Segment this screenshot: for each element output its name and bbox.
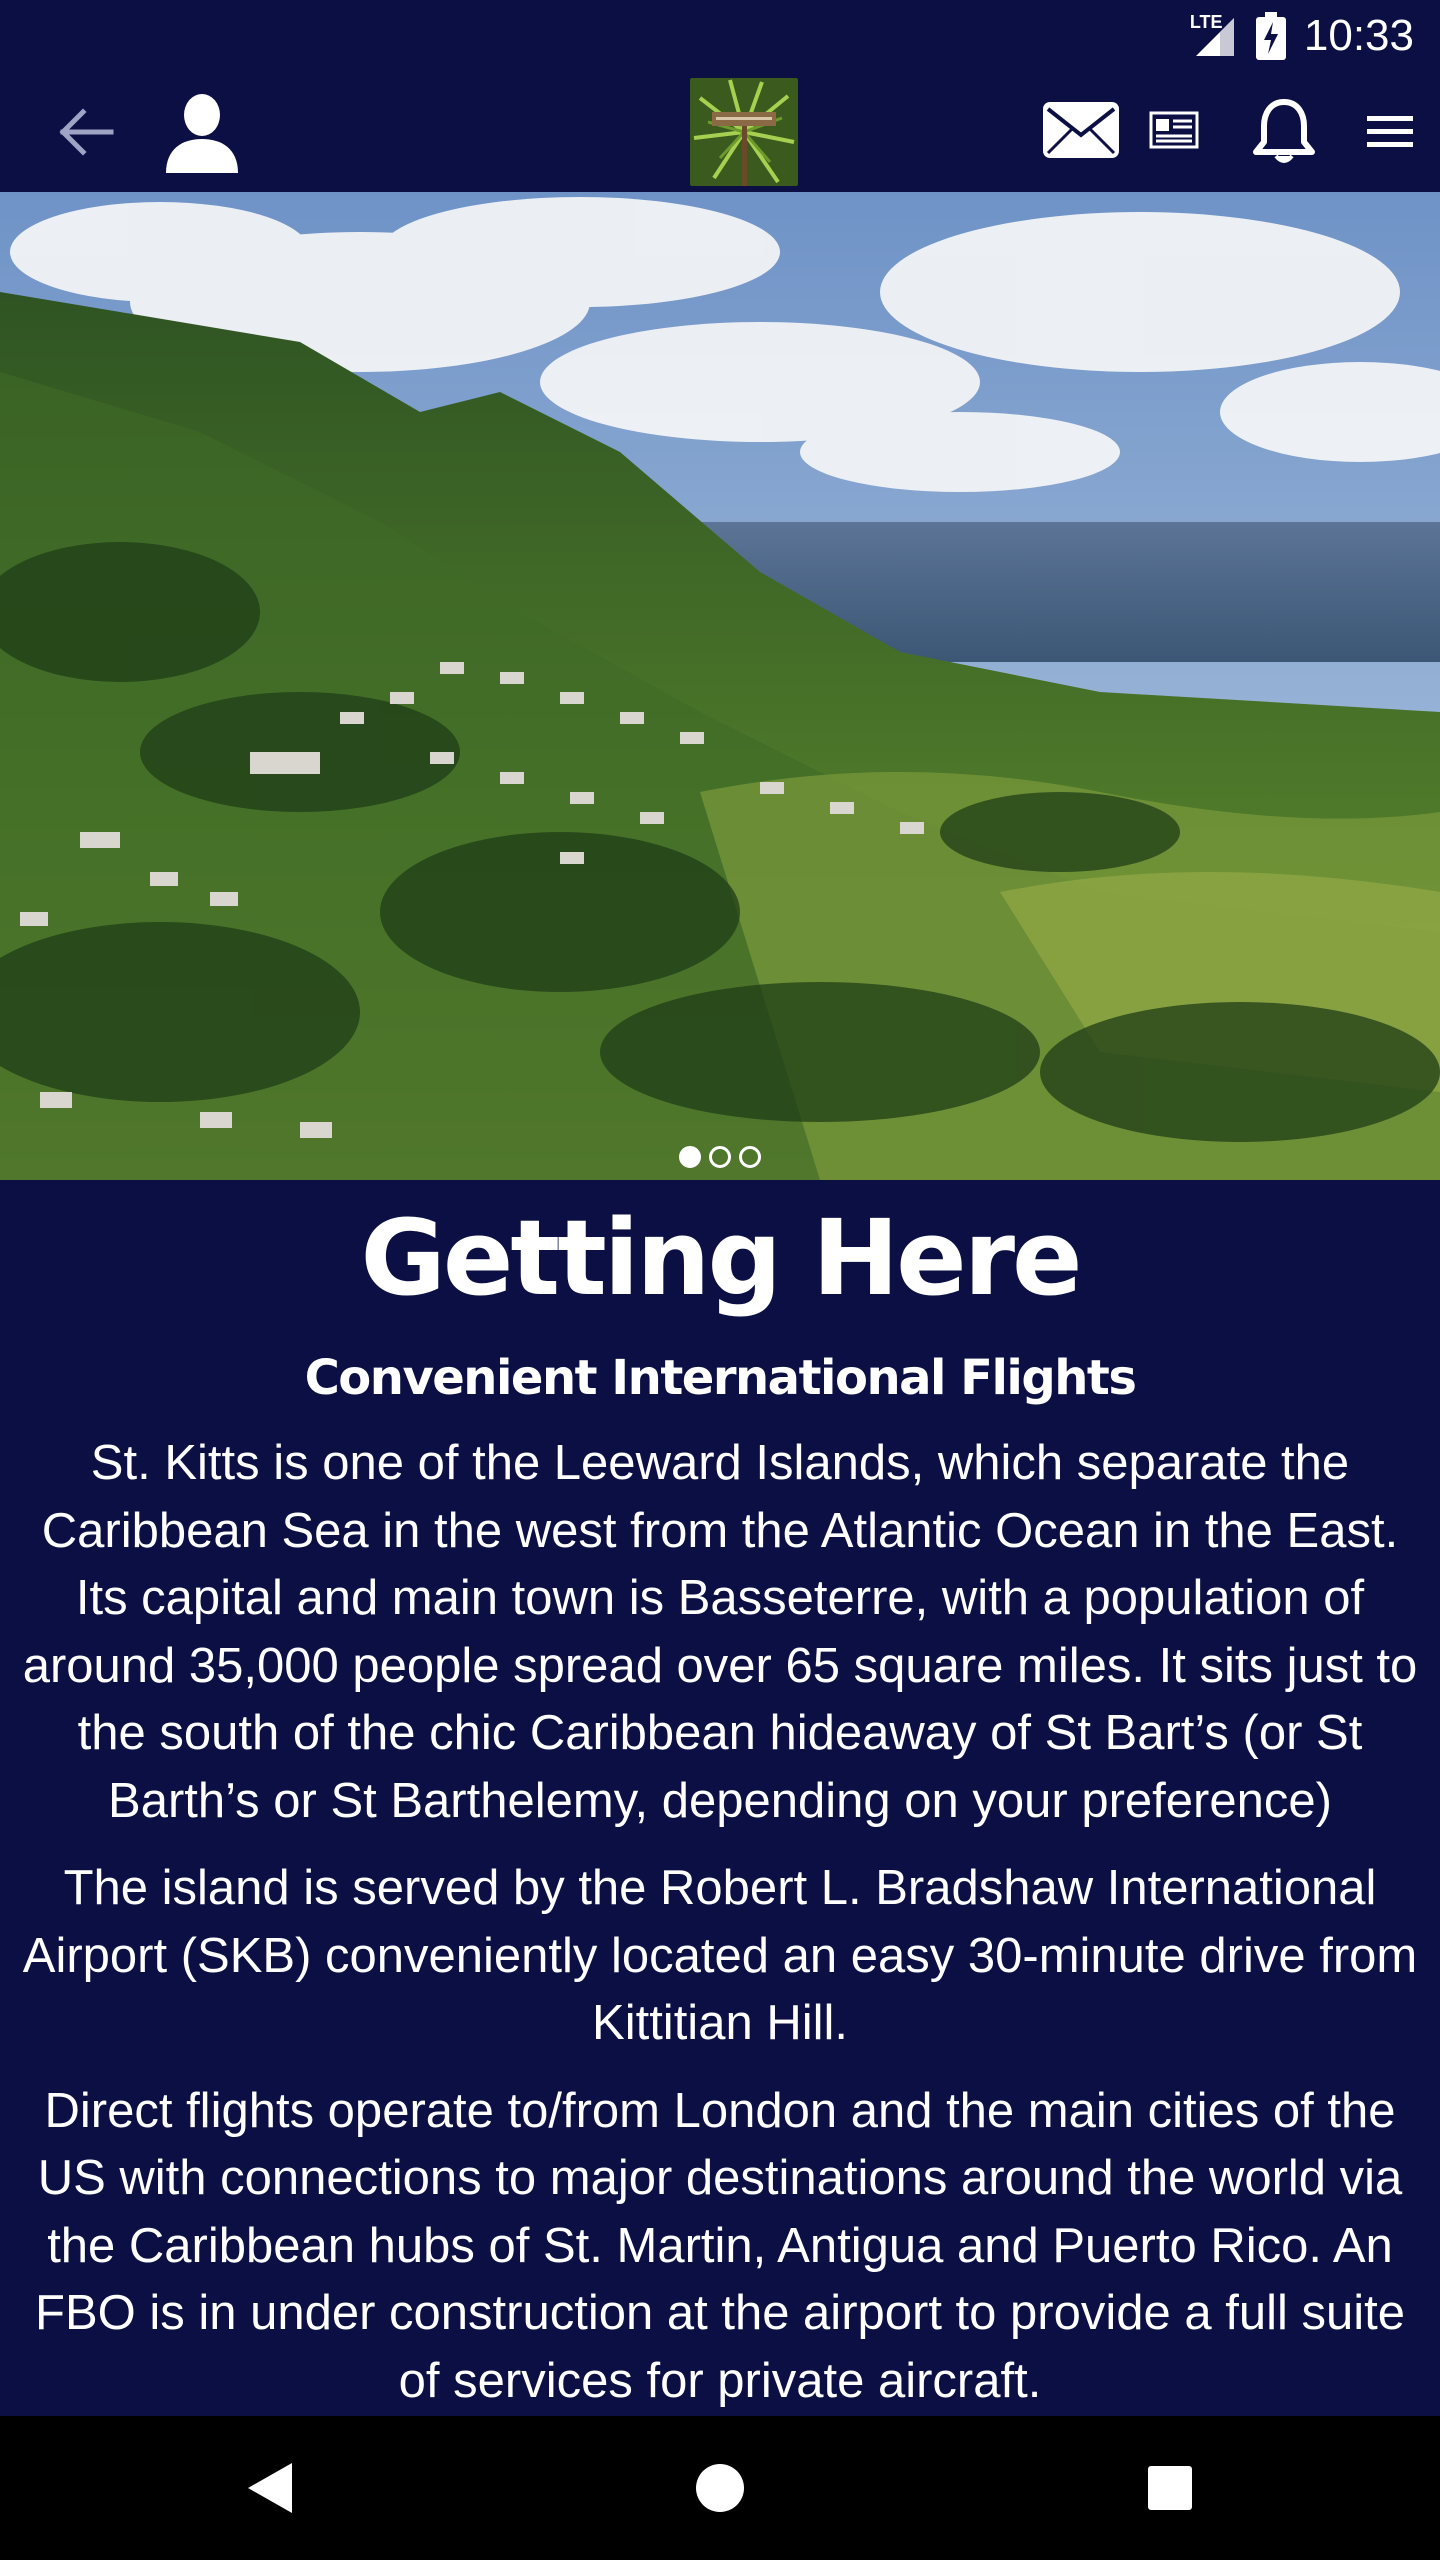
- profile-icon: [162, 93, 242, 173]
- nav-home-button[interactable]: [680, 2448, 760, 2528]
- hero-image: [0, 192, 1440, 1180]
- battery-icon: [1256, 12, 1286, 60]
- back-button[interactable]: [40, 92, 130, 172]
- article-content: [0, 1180, 1440, 2416]
- mail-button[interactable]: [1040, 98, 1122, 162]
- notifications-button[interactable]: [1242, 90, 1326, 174]
- circle-home-icon: [694, 2462, 746, 2514]
- page-title: Getting Here: [360, 1197, 1080, 1319]
- network-type: LTE: [1189, 12, 1223, 32]
- carousel-dots: [0, 1146, 1440, 1168]
- hero-carousel[interactable]: [0, 192, 1440, 1180]
- back-arrow-icon: [55, 107, 115, 157]
- news-button[interactable]: [1146, 102, 1202, 158]
- clock: 10:33: [1303, 11, 1414, 60]
- app-bar: [0, 72, 1440, 192]
- mail-icon: [1042, 101, 1120, 159]
- carousel-dot-1[interactable]: [679, 1146, 701, 1168]
- status-bar: [0, 0, 1440, 72]
- menu-button[interactable]: [1360, 102, 1420, 162]
- profile-button[interactable]: [150, 88, 254, 178]
- system-nav-bar: [0, 2416, 1440, 2560]
- menu-icon: [1367, 114, 1413, 150]
- paragraph-3: Direct flights operate to/from London and the main cities of the US with connections to major destinations around the world via the Caribbean hubs of St. Martin, Antigua and Puerto Rico. An FBO is in under construction at the airport to provide a full suite of services for private aircraft.: [35, 2083, 1405, 2408]
- carousel-dot-2[interactable]: [709, 1146, 731, 1168]
- square-recents-icon: [1147, 2465, 1193, 2511]
- news-icon: [1149, 111, 1199, 149]
- bell-icon: [1252, 98, 1316, 166]
- carousel-dot-3[interactable]: [739, 1146, 761, 1168]
- section-subtitle: Convenient International Flights: [304, 1350, 1136, 1406]
- signal-icon: [1190, 12, 1238, 60]
- nav-recents-button[interactable]: [1130, 2448, 1210, 2528]
- palm-sign-logo: [690, 78, 798, 186]
- app-logo[interactable]: [690, 78, 798, 186]
- triangle-back-icon: [246, 2461, 294, 2515]
- status-right: [1190, 8, 1414, 64]
- paragraph-2: The island is served by the Robert L. Bradshaw International Airport (SKB) conveniently located an easy 30-minute drive from Kittitian Hill.: [22, 1861, 1418, 2050]
- nav-back-button[interactable]: [230, 2448, 310, 2528]
- paragraph-1: St. Kitts is one of the Leeward Islands, which separate the Caribbean Sea in the west from the Atlantic Ocean in the East. Its capital and main town is Basseterre, with a population of around 35,000 people spread over 65 square miles. It sits just to the south of the chic Caribbean hideaway of St Bart’s (or St Barth’s or St Barthelemy, depending on your preference): [22, 1436, 1418, 1828]
